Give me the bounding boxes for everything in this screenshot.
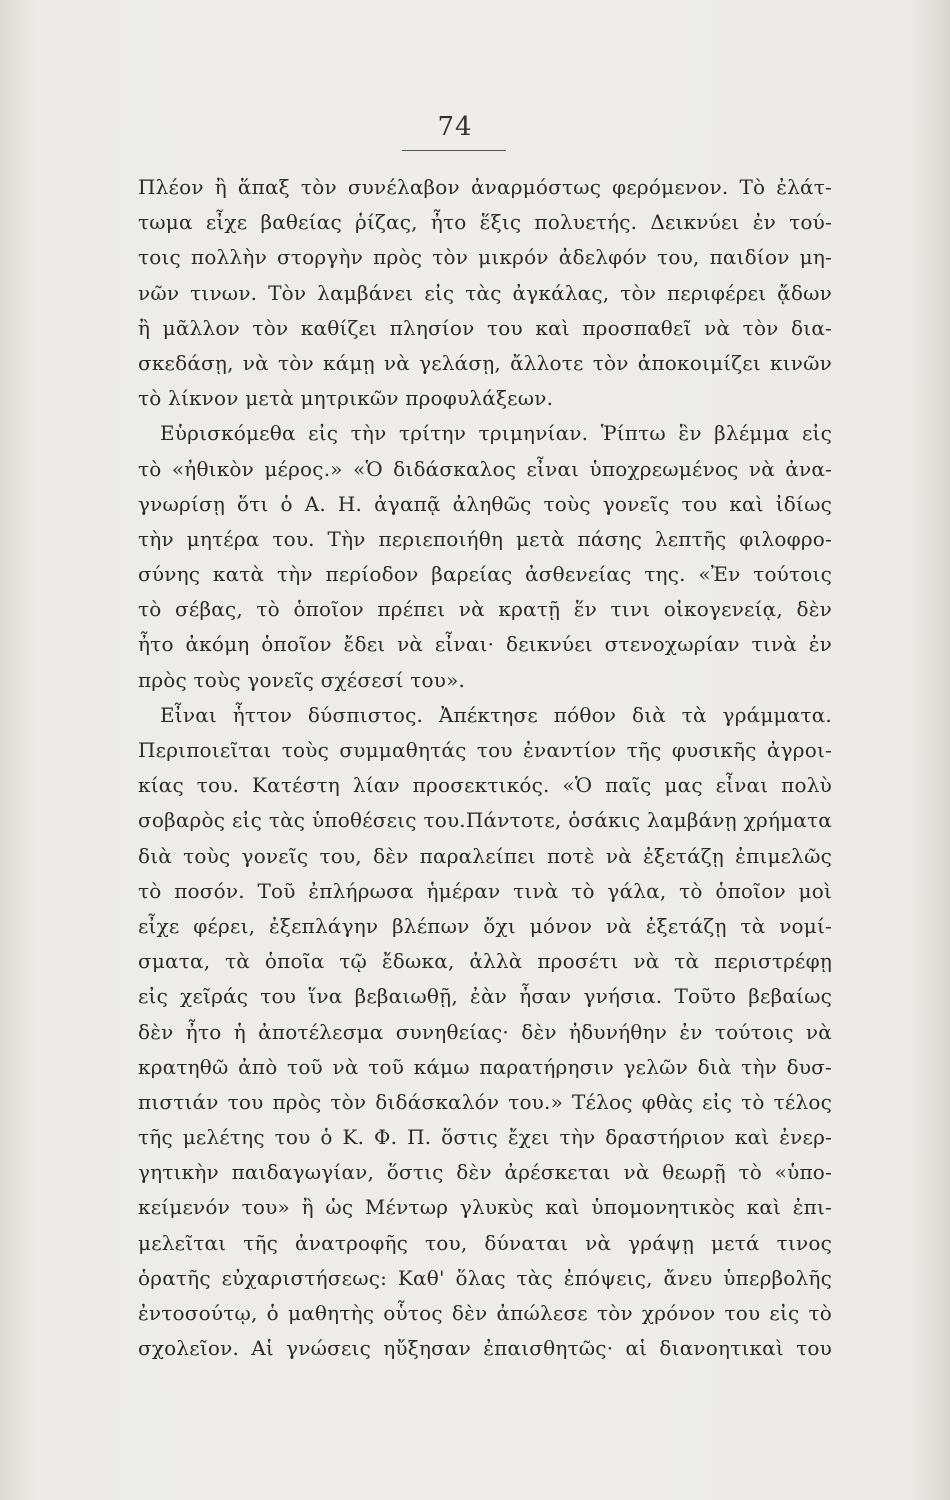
text-line: εἶχε φέρει, ἐξεπλάγην βλέπων ὄχι μόνον νὰ ἐξετάζῃ τὰ νομί- (138, 913, 832, 938)
text-line: κείμενόν του» ἢ ὡς Μέντωρ γλυκὺς καὶ ὑπομονητικὸς καὶ ἐπι- (138, 1195, 832, 1220)
text-line: ἦτο ἀκόμη ὁποῖον ἔδει νὰ εἶναι· δεικνύει στενοχωρίαν τινὰ ἐν (138, 632, 832, 657)
text-line: πιστιάν του πρὸς τὸν διδάσκαλόν του.» Τέλος φθὰς εἰς τὸ τέλος (138, 1089, 832, 1114)
text-line: τὸ «ἠθικὸν μέρος.» «Ὁ διδάσκαλος εἶναι ὑποχρεωμένος νὰ ἀνα- (138, 456, 832, 481)
text-line: Εὑρισκόμεθα εἰς τὴν τρίτην τριμηνίαν. Ῥίπτω ἓν βλέμμα εἰς (160, 421, 832, 446)
text-line: σύνης κατὰ τὴν περίοδον βαρείας ἀσθενείας της. «Ἐν τούτοις (138, 562, 832, 587)
text-line: τωμα εἶχε βαθείας ῥίζας, ἦτο ἕξις πολυετής. Δεικνύει ἐν τού- (138, 210, 832, 235)
text-line: γητικὴν παιδαγωγίαν, ὅστις δὲν ἀρέσκεται νὰ θεωρῇ τὸ «ὑπο- (138, 1160, 832, 1185)
text-line: τὸ λίκνον μετὰ μητρικῶν προφυλάξεων. (138, 386, 554, 411)
text-line: νῶν τινων. Τὸν λαμβάνει εἰς τὰς ἀγκάλας, τὸν περιφέρει ᾄδων (138, 280, 832, 305)
text-line: Εἶναι ἧττον δύσπιστος. Ἀπέκτησε πόθον διὰ τὰ γράμματα. (160, 702, 832, 727)
text-line: σματα, τὰ ὁποῖα τῷ ἔδωκα, ἀλλὰ προσέτι νὰ τὰ περιστρέφῃ (138, 949, 832, 974)
text-line: διὰ τοὺς γονεῖς του, δὲν παραλείπει ποτὲ νὰ ἐξετάζῃ ἐπιμελῶς (138, 843, 832, 868)
text-line: τὸ ποσόν. Τοῦ ἐπλήρωσα ἡμέραν τινὰ τὸ γάλα, τὸ ὁποῖον μοὶ (138, 878, 832, 903)
text-line: ἐντοσούτῳ, ὁ μαθητὴς οὗτος δὲν ἀπώλεσε τὸν χρόνον του εἰς τὸ (138, 1301, 832, 1325)
text-line: σοβαρὸς εἰς τὰς ὑποθέσεις του.Πάντοτε, ὁσάκις λαμβάνῃ χρήματα (138, 808, 832, 833)
text-line: γνωρίσῃ ὅτι ὁ Α. Η. ἀγαπᾷ ἀληθῶς τοὺς γονεῖς του καὶ ἰδίως (138, 491, 832, 516)
text-line: πρὸς τοὺς γονεῖς σχέσεσί του». (138, 667, 466, 692)
text-line: κίας του. Κατέστη λίαν προσεκτικός. «Ὁ παῖς μας εἶναι πολὺ (138, 773, 832, 798)
text-line: τὸ σέβας, τὸ ὁποῖον πρέπει νὰ κρατῇ ἕν τινι οἰκογενείᾳ, δὲν (138, 597, 832, 622)
text-line: σχολεῖον. Αἱ γνώσεις ηὔξησαν ἐπαισθητῶς· αἱ διανοητικαὶ του (138, 1336, 832, 1361)
text-line: δὲν ἦτο ἡ ἀποτέλεσμα συνηθείας· δὲν ἠδυνήθην ἐν τούτοις νὰ (138, 1019, 832, 1044)
text-line: κρατηθῶ ἀπὸ τοῦ νὰ τοῦ κάμω παρατήρησιν γελῶν διὰ τὴν δυσ- (138, 1054, 832, 1079)
text-line: Πλέον ἢ ἅπαξ τὸν συνέλαβον ἀναρμόστως φερόμενον. Τὸ ἐλάτ- (138, 175, 832, 199)
text-line: τὴν μητέρα του. Τὴν περιεποιήθη μετὰ πάσης λεπτῆς φιλοφρο- (138, 526, 832, 551)
text-line: εἰς χεῖράς του ἵνα βεβαιωθῇ, ἐὰν ἦσαν γνήσια. Τοῦτο βεβαίως (138, 984, 832, 1009)
text-line: Περιποιεῖται τοὺς συμμαθητάς του ἐναντίον τῆς φυσικῆς ἀγροι- (138, 738, 832, 762)
text-line: ὁρατῆς εὐχαριστήσεως: Καθ' ὅλας τὰς ἐπόψεις, ἄνευ ὑπερβολῆς (138, 1265, 832, 1290)
page-number: 74 (437, 112, 473, 142)
text-line: τῆς μελέτης του ὁ Κ. Φ. Π. ὅστις ἔχει τὴν δραστήριον καὶ ἐνερ- (138, 1125, 832, 1150)
page-number-rule (402, 150, 506, 151)
text-line: σκεδάσῃ, νὰ τὸν κάμῃ νὰ γελάσῃ, ἄλλοτε τὸν ἀποκοιμίζει κινῶν (138, 350, 832, 375)
text-line: ἢ μᾶλλον τὸν καθίζει πλησίον του καὶ προσπαθεῖ νὰ τὸν δια- (138, 315, 832, 340)
text-line: μελεῖται τῆς ἀνατροφῆς του, δύναται νὰ γράψῃ μετά τινος (138, 1230, 832, 1255)
text-line: τοις πολλὴν στοργὴν πρὸς τὸν μικρόν ἀδελφόν του, παιδίον μη- (138, 245, 832, 270)
body-text (138, 170, 832, 1366)
